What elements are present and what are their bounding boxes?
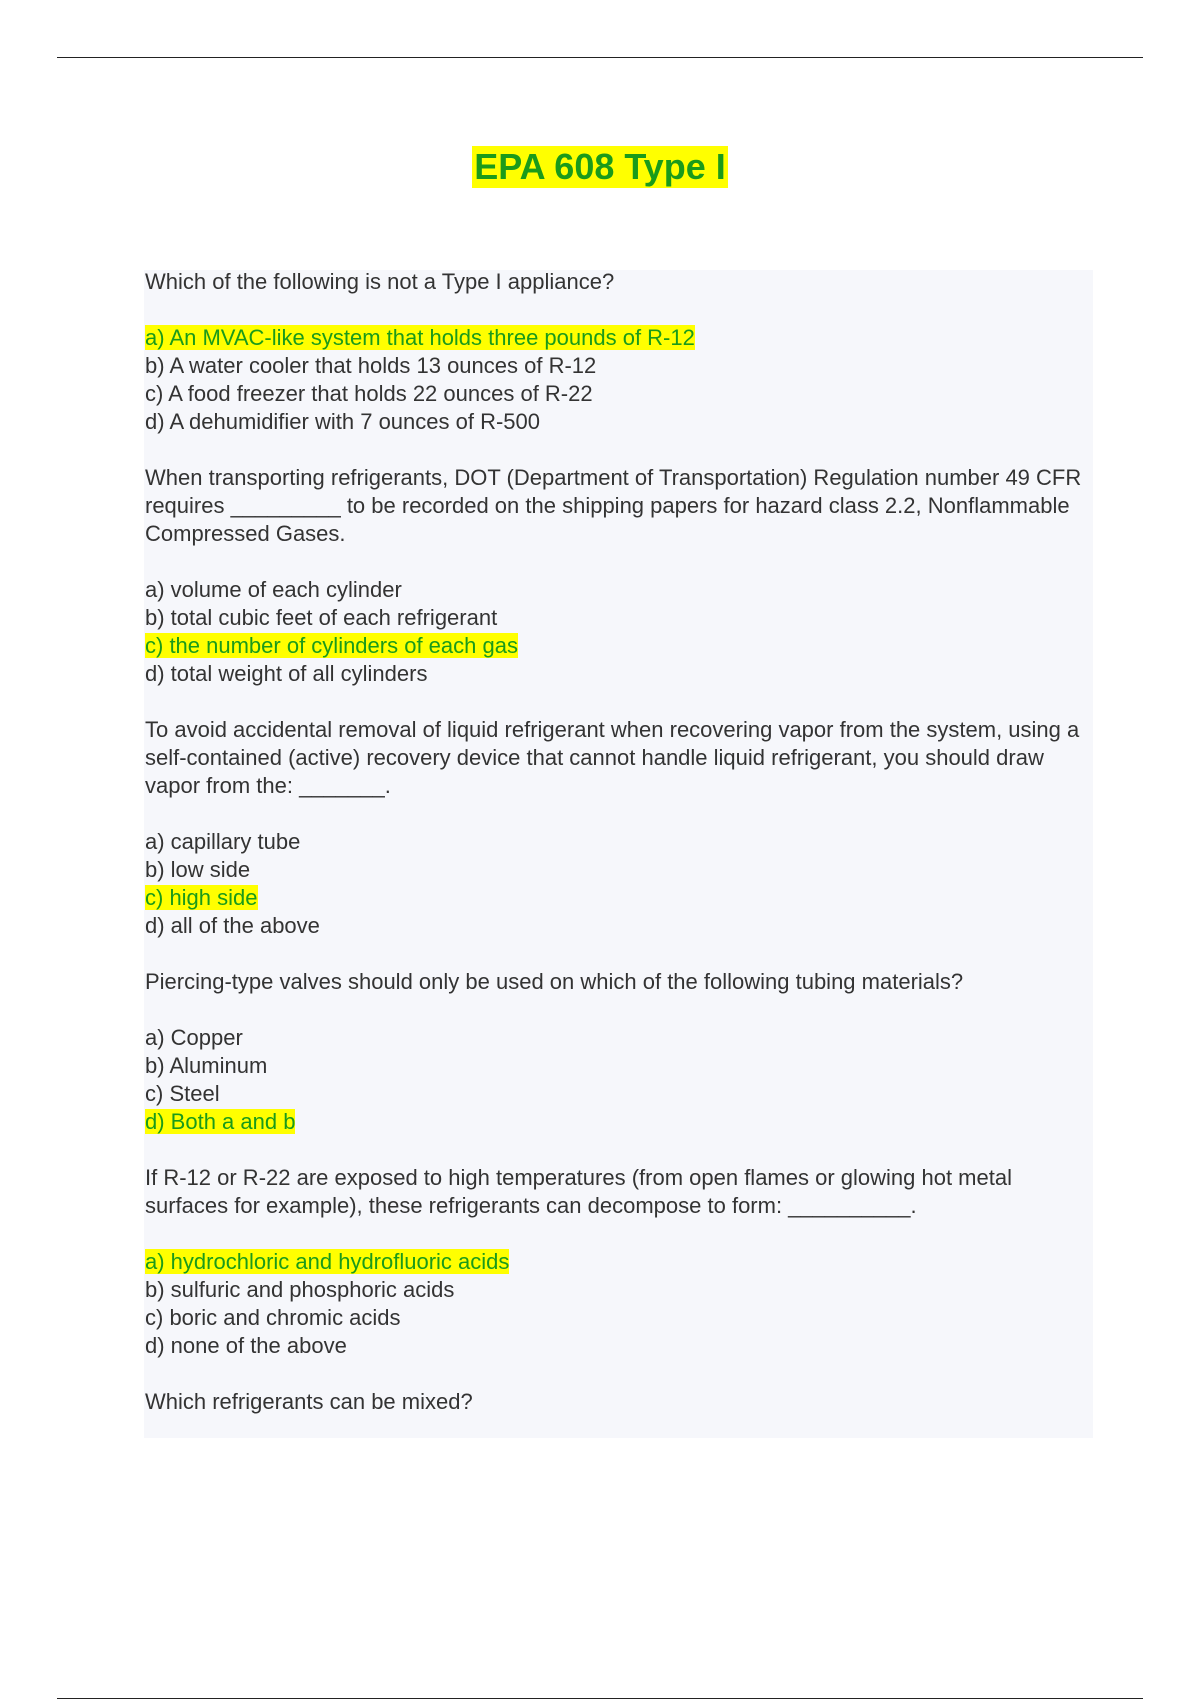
page-title: EPA 608 Type I bbox=[474, 146, 726, 187]
answer-option: b) sulfuric and phosphoric acids bbox=[145, 1277, 455, 1302]
answer-option: a) capillary tube bbox=[145, 829, 301, 854]
answer-option-correct: d) Both a and b bbox=[145, 1109, 296, 1134]
question-block bbox=[145, 464, 1095, 688]
question-text: If R-12 or R-22 are exposed to high temperatures (from open flames or glowing hot metal surfaces for example), these refrigerants can decompose to form: __________. bbox=[145, 1165, 1012, 1218]
answer-option-correct: a) hydrochloric and hydrofluoric acids bbox=[145, 1249, 510, 1274]
question-block bbox=[145, 716, 1095, 940]
answer-option-correct: a) An MVAC-like system that holds three pounds of R-12 bbox=[145, 325, 695, 350]
answer-options bbox=[145, 828, 1095, 940]
answer-option-correct: c) high side bbox=[145, 885, 258, 910]
question-text: When transporting refrigerants, DOT (Department of Transportation) Regulation number 49 CFR requires _________ to be recorded on the shipping papers for hazard class 2.2, Nonflammable Compressed Gases. bbox=[145, 465, 1082, 546]
question-list bbox=[145, 268, 1095, 1444]
answer-option: a) Copper bbox=[145, 1025, 243, 1050]
answer-option: d) none of the above bbox=[145, 1333, 347, 1358]
question-block bbox=[145, 1164, 1095, 1360]
answer-option: b) total cubic feet of each refrigerant bbox=[145, 605, 498, 630]
top-rule bbox=[57, 57, 1143, 58]
answer-option: d) total weight of all cylinders bbox=[145, 661, 428, 686]
answer-options bbox=[145, 1024, 1095, 1136]
answer-option: c) boric and chromic acids bbox=[145, 1305, 401, 1330]
answer-option: d) A dehumidifier with 7 ounces of R-500 bbox=[145, 409, 541, 434]
answer-options bbox=[145, 324, 1095, 436]
answer-option: b) Aluminum bbox=[145, 1053, 268, 1078]
answer-option: b) A water cooler that holds 13 ounces of R-12 bbox=[145, 353, 597, 378]
answer-options bbox=[145, 576, 1095, 688]
answer-options bbox=[145, 1248, 1095, 1360]
answer-option: c) A food freezer that holds 22 ounces of R-22 bbox=[145, 381, 593, 406]
answer-option-correct: c) the number of cylinders of each gas bbox=[145, 633, 518, 658]
answer-option: d) all of the above bbox=[145, 913, 320, 938]
question-block bbox=[145, 1388, 1095, 1416]
question-text: Piercing-type valves should only be used on which of the following tubing materials? bbox=[145, 969, 964, 994]
title-container bbox=[0, 146, 1200, 188]
question-block bbox=[145, 268, 1095, 436]
question-text: Which of the following is not a Type I appliance? bbox=[145, 269, 615, 294]
question-text: Which refrigerants can be mixed? bbox=[145, 1389, 473, 1414]
bottom-rule bbox=[57, 1698, 1143, 1699]
answer-option: c) Steel bbox=[145, 1081, 220, 1106]
answer-option: b) low side bbox=[145, 857, 251, 882]
answer-option: a) volume of each cylinder bbox=[145, 577, 402, 602]
question-block bbox=[145, 968, 1095, 1136]
question-text: To avoid accidental removal of liquid refrigerant when recovering vapor from the system, using a self-contained (active) recovery device that cannot handle liquid refrigerant, you should draw vapor from the: _______. bbox=[145, 717, 1080, 798]
